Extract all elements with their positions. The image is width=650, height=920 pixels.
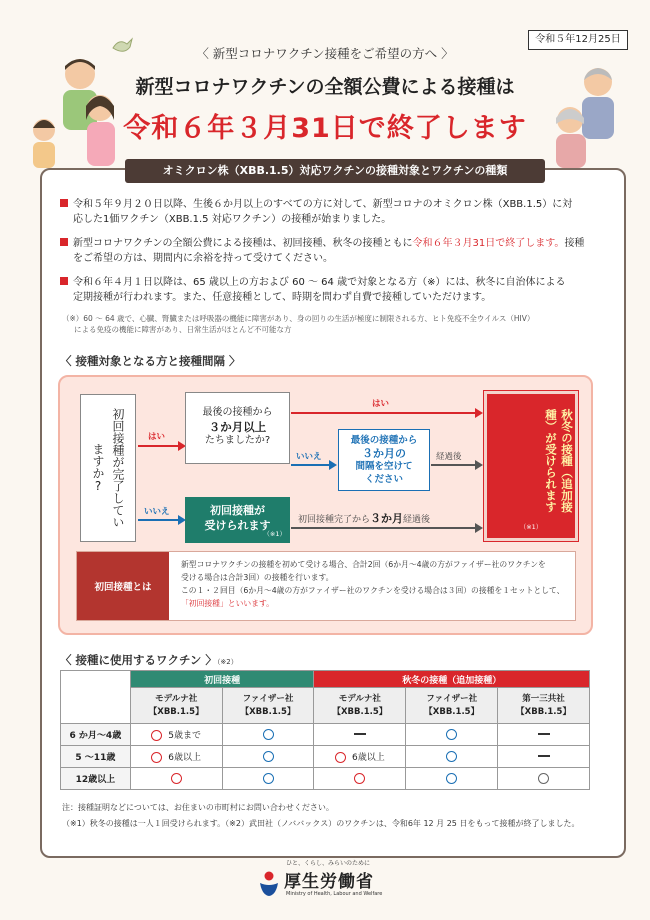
table-cell [314,768,406,790]
result-text: 秋冬の接種（追加接種）が受けられます [544,409,574,513]
bullet-2-line2: をご希望の方は、期間内に余裕を持って受けてください。 [73,253,333,264]
group-booster: 秋冬の接種（追加接種） [314,671,590,688]
logo-tagline: ひと、くらし、みらいのために [286,860,371,867]
col-header-4 [498,688,590,724]
table-cell [498,746,590,768]
bullet-1 [60,197,600,227]
def-line3: この１・２回目（6か月～4歳の方がファイザー社のワクチンを受ける場合は３回）の接種を１セットとして、 [181,586,565,595]
vaccine-heading-text: 〈 接種に使用するワクチン 〉 [60,653,217,667]
arrow-yes-1 [138,445,184,447]
circle-icon [151,752,162,763]
age-cell: 5 ～11歳 [61,746,131,768]
primary-line1: 初回接種が [210,504,265,517]
def-line1: 新型コロナワクチンの接種を初めて受ける場合、合計2回（6か月～4歳の方がファイザー社のワクチンを [181,560,546,569]
table-cell [222,724,314,746]
table-cell [130,768,222,790]
table-corner [61,671,131,724]
circle-icon [263,751,274,762]
bullet-2 [60,236,600,266]
kicker-text: 〈 新型コロナワクチン接種をご希望の方へ 〉 [196,46,454,61]
col-header-0 [130,688,222,724]
vaccine-type: 【XBB.1.5】 [240,706,296,717]
arrow-no-1 [291,464,335,466]
wait-line1: 最後の接種から [350,435,418,446]
maker-name: モデルナ社 [338,693,381,704]
circle-icon [446,773,457,784]
table-cell [406,746,498,768]
maker-name: ファイザー社 [426,693,478,704]
bullet-2-line1: 新型コロナワクチンの全額公費による接種は、初回接種、秋冬の接種ともに [73,238,413,249]
table-cell [130,724,222,746]
result-note: （※1） [519,523,543,531]
vaccine-heading [60,652,238,668]
page-title: 新型コロナワクチンの全額公費による接種は [135,76,515,98]
table-cell [222,746,314,768]
q2-line2: ３か月以上 [208,420,267,434]
dash-icon [538,755,550,757]
maker-name: モデルナ社 [155,693,198,704]
table-cell [314,724,406,746]
table-cell [222,768,314,790]
mhlw-mark-icon [258,870,280,896]
wait-line4: ください [364,474,403,485]
q2-line3: たちましたか? [204,435,271,446]
arrow-after [431,464,481,466]
note-2: （※1）秋冬の接種は一人１回受けられます。（※2）武田社（ノババックス）のワクチンは、令和6年 12 月 25 日をもって接種が終了しました。 [62,819,580,828]
label-yes-1: はい [148,432,166,442]
circle-icon [263,773,274,784]
bullet-3-line1: 令和６年４月１日以降は、65 歳以上の方および 60 ～ 64 歳で対象となる方（※）には、秋冬に自治体による [73,277,566,288]
arrow-yes-2 [291,412,481,414]
table-cell [498,768,590,790]
label-no-1: いいえ [296,452,322,462]
vaccine-type: 【XBB.1.5】 [332,706,388,717]
label-after: 経過後 [436,452,462,462]
logo-en: Ministry of Health, Labour and Welfare [286,891,383,897]
bullet-square-icon [60,238,68,246]
circle-icon [151,730,162,741]
definition-panel [76,551,576,621]
primary-after-label [298,510,430,526]
flow-heading: 〈 接種対象となる方と接種間隔 〉 [60,354,241,368]
age-cell: 6 か月～4歳 [61,724,131,746]
maker-name: 第一三共社 [522,693,565,704]
footnote-eligibility [62,313,602,335]
vaccine-table [60,670,590,790]
flow-panel [58,375,593,635]
footnote-line2: による免疫の機能に障害があり、日常生活がほとんど不可能な方 [74,325,292,334]
wait-box [338,429,430,491]
circle-icon [263,729,274,740]
table-row [61,746,590,768]
q2-line1: 最後の接種から [202,407,273,418]
circle-icon [446,729,457,740]
arrow-no-2 [138,519,184,521]
circle-icon [354,773,365,784]
table-cell [314,746,406,768]
vaccine-type: 【XBB.1.5】 [516,706,571,717]
def-line2: 受ける場合は合計3回）の接種を行います。 [181,573,334,582]
wait-line2: ３か月の [362,447,406,460]
bullet-3-line2: 定期接種が行われます。また、任意接種として、時期を問わず自費で接種していただけます。 [73,292,492,303]
table-cell [498,724,590,746]
cell-text: 6歳以上 [168,753,202,763]
dash-icon [538,733,550,735]
q-three-months [185,392,290,464]
circle-icon [171,773,182,784]
age-cell: 12歳以上 [61,768,131,790]
definition-text [181,558,564,610]
table-row [61,724,590,746]
vaccine-heading-note: （※2） [216,658,238,666]
bullet-3 [60,275,600,305]
bullet-1-line2: 応した1価ワクチン（XBB.1.5 対応ワクチン）の接種が始まりました。 [73,214,392,225]
col-header-1 [222,688,314,724]
logo-name: 厚生労働省 [284,872,374,892]
label-no-2: いいえ [144,507,170,517]
arrow-primary-after [291,527,481,529]
table-cell [406,724,498,746]
def-line4: 「初回接種」といいます。 [181,599,274,608]
definition-label: 初回接種とは [77,552,169,620]
primary-box [185,497,290,543]
maker-name: ファイザー社 [242,693,294,704]
bullet-2-highlight: 令和６年３月31日で終了します。 [412,238,565,249]
bullet-square-icon [60,277,68,285]
bullet-square-icon [60,199,68,207]
date-label: 令和５年12月25日 [528,30,628,50]
label-yes-2: はい [372,399,390,409]
table-cell [130,746,222,768]
wait-line3: 間隔を空けて [355,461,413,472]
vaccine-type: 【XBB.1.5】 [148,706,204,717]
primary-note: （※1） [263,530,286,538]
col-header-3 [406,688,498,724]
table-row [61,768,590,790]
bullet-1-line1: 令和５年９月２０日以降、生後６か月以上のすべての方に対して、新型コロナのオミクロン株（XBB.1.5）に対 [73,199,573,210]
col-header-2 [314,688,406,724]
table-cell [406,768,498,790]
primary-after-b: ３か月 [370,512,404,525]
footnote-line1: （※）60 ～ 64 歳で、心臓、腎臓または呼吸器の機能に障害があり、身の回りの生活が極度に制限される方、ヒト免疫不全ウイルス（HIV） [62,314,535,323]
note-1: 注：接種証明などについては、お住まいの市町村にお問い合わせください。 [62,803,334,812]
group-primary: 初回接種 [130,671,314,688]
vaccine-type: 【XBB.1.5】 [424,706,480,717]
mhlw-logo [258,858,408,902]
circle-icon [335,752,346,763]
dash-icon [354,733,366,735]
end-date-headline: 令和６年３月31日で終了します [123,113,527,144]
cell-text: 6歳以上 [351,753,385,763]
circle-icon [538,773,549,784]
bullet-2-line1-end: 接種 [564,238,585,249]
cell-text: 5歳まで [168,731,202,741]
primary-after-c: 経過後 [403,515,431,525]
result-box [484,391,578,541]
primary-after-a: 初回接種完了から [298,515,371,525]
primary-line2: 受けられます [204,519,271,532]
circle-icon [446,751,457,762]
q-primary-complete: 初回接種が完了していますか? [80,394,136,542]
section-banner: オミクロン株（XBB.1.5）対応ワクチンの接種対象とワクチンの種類 [125,159,545,183]
bottom-notes [62,800,579,832]
